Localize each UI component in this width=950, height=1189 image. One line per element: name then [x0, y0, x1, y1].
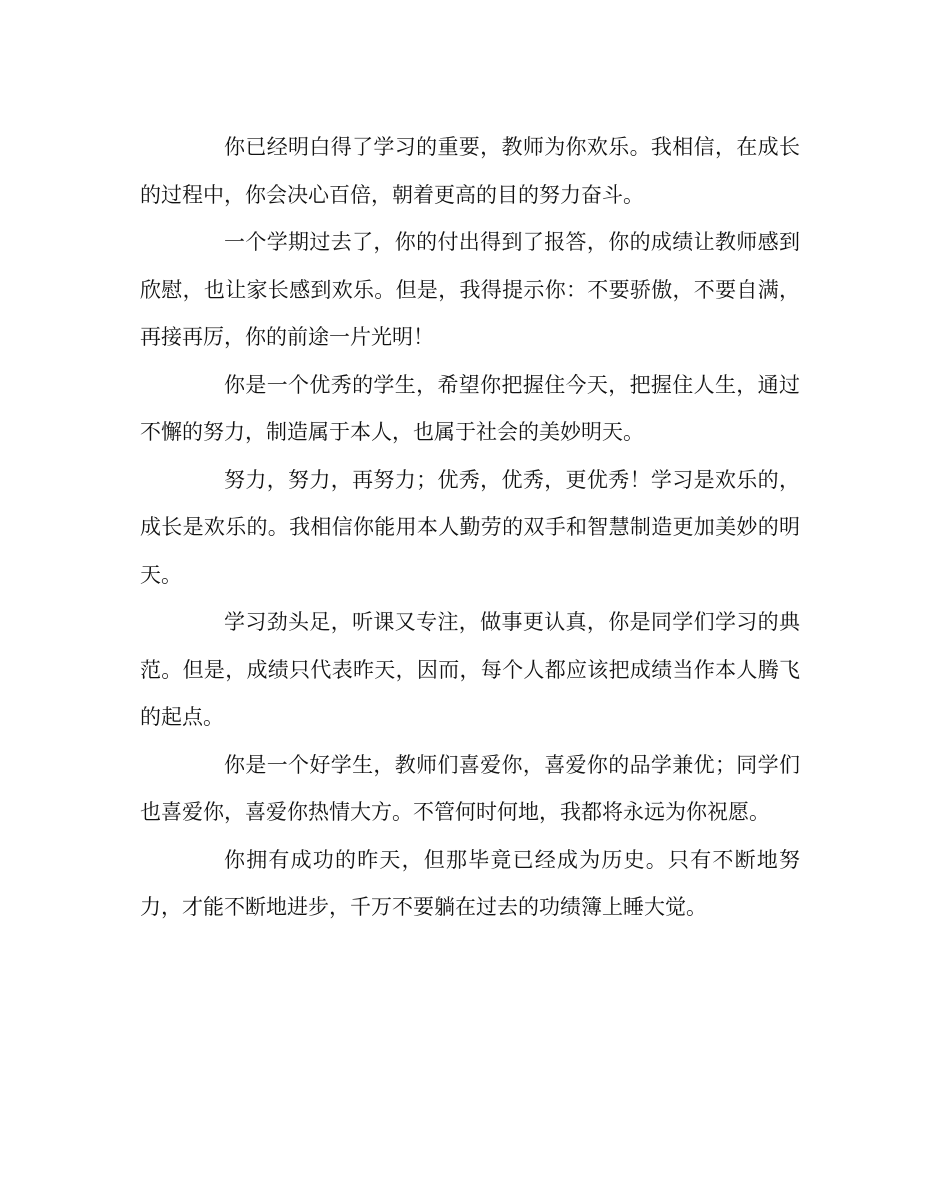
paragraph-4: 努力，努力，再努力；优秀，优秀，更优秀！学习是欢乐的，成长是欢乐的。我相信你能用本人勤劳的双手和智慧制造更加美妙的明天。 — [140, 467, 800, 587]
paragraph-6: 你是一个好学生，教师们喜爱你，喜爱你的品学兼优；同学们也喜爱你，喜爱你热情大方。不管何时何地，我都将永远为你祝愿。 — [140, 752, 800, 824]
paragraph-5: 学习劲头足，听课又专注，做事更认真，你是同学们学习的典范。但是，成绩只代表昨天，因而，每个人都应该把成绩当作本人腾飞的起点。 — [140, 610, 800, 729]
paragraph-7: 你拥有成功的昨天，但那毕竟已经成为历史。只有不断地努力，才能不断地进步，千万不要躺在过去的功绩簿上睡大觉。 — [140, 847, 800, 919]
paragraph-1: 你已经明白得了学习的重要，教师为你欢乐。我相信，在成长的过程中，你会决心百倍，朝着更高的目的努力奋斗。 — [140, 135, 800, 207]
paragraph-2: 一个学期过去了，你的付出得到了报答，你的成绩让教师感到欣慰，也让家长感到欢乐。但是，我得提示你：不要骄傲，不要自满，再接再厉，你的前途一片光明！ — [140, 230, 800, 349]
paragraph-3: 你是一个优秀的学生，希望你把握住今天，把握住人生，通过不懈的努力，制造属于本人，也属于社会的美妙明天。 — [140, 372, 800, 444]
document-body — [140, 124, 800, 932]
